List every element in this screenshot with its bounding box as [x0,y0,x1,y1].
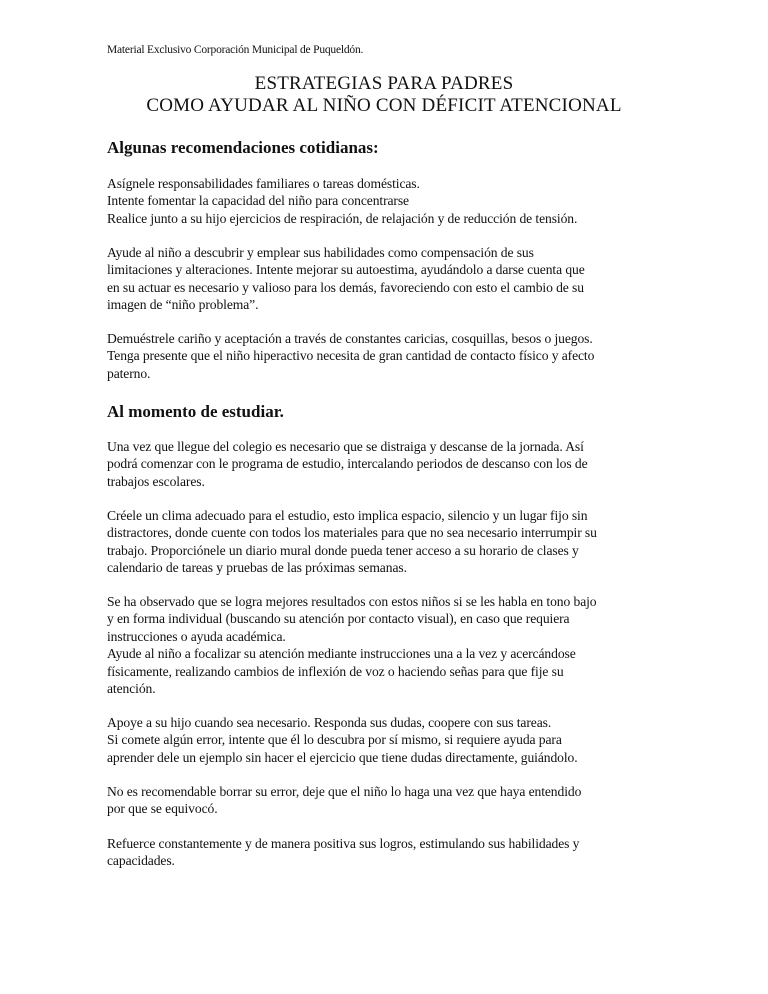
text-line: Intente fomentar la capacidad del niño para concentrarse [107,193,409,209]
paragraph [107,175,667,227]
text-line: Ayude al niño a focalizar su atención mediante instrucciones una a la vez y acercándose [107,646,576,662]
text-line: paterno. [107,365,151,381]
paragraph [107,438,667,490]
text-line: Ayude al niño a descubrir y emplear sus habilidades como compensación de sus [107,245,534,260]
text-line: imagen de “niño problema”. [107,297,259,313]
paragraph [107,244,667,314]
text-line: distractores, donde cuente con todos los materiales para que no sea necesario interrumpir su [107,525,597,541]
header-note: Material Exclusivo Corporación Municipal de Puqueldón. [107,44,364,56]
text-line: aprender dele un ejemplo sin hacer el ejercicio que tiene dudas directamente, guiándolo. [107,749,578,765]
text-line: Refuerce constantemente y de manera positiva sus logros, estimulando sus habilidades y [107,836,580,851]
text-line: limitaciones y alteraciones. Intente mejorar su autoestima, ayudándolo a darse cuenta que [107,262,585,278]
section-heading-studying: Al momento de estudiar. [107,402,284,421]
text-line: Realice junto a su hijo ejercicios de respiración, de relajación y de reducción de tensión. [107,210,578,226]
text-line: trabajo. Proporciónele un diario mural donde pueda tener acceso a su horario de clases y [107,542,579,558]
section-heading-recommendations: Algunas recomendaciones cotidianas: [107,138,379,157]
text-line: atención. [107,681,156,697]
text-line: calendario de tareas y pruebas de las próximas semanas. [107,560,407,576]
paragraph [107,783,667,818]
paragraph [107,835,667,870]
paragraph [107,507,667,577]
text-line: Se ha observado que se logra mejores resultados con estos niños si se les habla en tono bajo [107,594,597,609]
text-line: Asígnele responsabilidades familiares o tareas domésticas. [107,176,420,191]
text-line: Si comete algún error, intente que él lo descubra por sí mismo, si requiere ayuda para [107,732,562,748]
document-title-line-2: COMO AYUDAR AL NIÑO CON DÉFICIT ATENCIONAL [146,95,622,116]
paragraph [107,714,667,766]
text-line: en su actuar es necesario y valioso para los demás, favoreciendo con esto el cambio de su [107,279,584,295]
text-line: Apoye a su hijo cuando sea necesario. Responda sus dudas, coopere con sus tareas. [107,715,552,730]
text-line: por que se equivocó. [107,801,218,817]
text-line: capacidades. [107,853,175,869]
text-line: instrucciones o ayuda académica. [107,628,286,644]
text-line: Tenga presente que el niño hiperactivo necesita de gran cantidad de contacto físico y afecto [107,348,595,364]
text-line: No es recomendable borrar su error, deje que el niño lo haga una vez que haya entendido [107,784,582,799]
text-line: podrá comenzar con le programa de estudio, intercalando periodos de descanso con los de [107,456,588,472]
text-line: y en forma individual (buscando su atención por contacto visual), en caso que requiera [107,611,570,627]
text-line: Demuéstrele cariño y aceptación a través de constantes caricias, cosquillas, besos o juegos. [107,331,593,346]
text-line: Una vez que llegue del colegio es necesario que se distraiga y descanse de la jornada. Así [107,439,584,454]
text-line: trabajos escolares. [107,473,205,489]
text-line: Créele un clima adecuado para el estudio, esto implica espacio, silencio y un lugar fijo sin [107,508,588,523]
paragraph [107,330,667,382]
paragraph [107,593,667,697]
text-line: físicamente, realizando cambios de inflexión de voz o haciendo señas para que fije su [107,663,564,679]
document-title-line-1: ESTRATEGIAS PARA PADRES [254,73,514,94]
